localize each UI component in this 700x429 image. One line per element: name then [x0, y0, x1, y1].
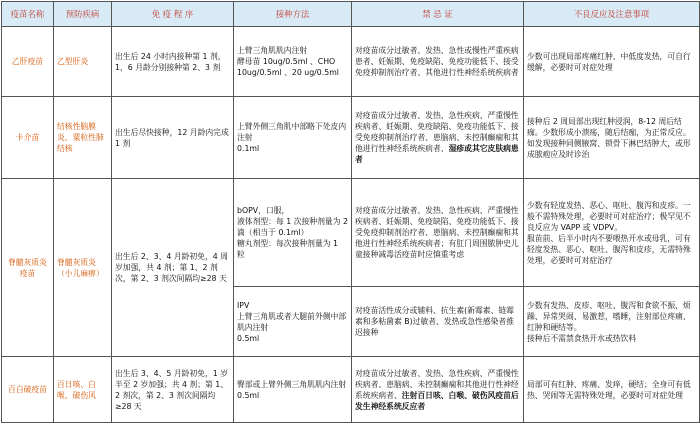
- table-row: [2, 27, 700, 97]
- reactions-cell: 少数有轻度发热、恶心、呕吐、腹泻和皮疹。一般不需特殊处理，必要时可对症治疗；极罕见不良反应为 VAPP 或 VDPV。 服苗前、后半小时内不要喂热开水或母乳，可有轻度发热、恶心、呕吐、腹泻和皮疹，无需特殊处理，必要时可对症治疗: [524, 179, 700, 287]
- schedule-cell: 出生后 2、3、4 月龄初免，4 周岁加强，共 4 剂；第 1、2 剂次，第 2、3 剂次间隔均≥28 天: [112, 179, 234, 357]
- disease-cell: 乙型肝炎: [54, 27, 112, 97]
- vaccine-table: [1, 1, 700, 423]
- contra-text: 对疫苗成分过敏者、发热、急性疾病、严重慢性疾病者、妊娠期、免疫缺陷、免疫功能低下、接受免疫抑制剂治疗者、患脑病、未控制癫痫和其他进行性神经系统疾病者、: [355, 111, 519, 153]
- header-row: [2, 2, 700, 27]
- contra-cell: [352, 179, 524, 287]
- method-cell: bOPV，口服， 液体剂型：每 1 次接种剂量为 2 滴（相当于 0.1ml） 糖丸剂型：每次接种剂量为 1 粒: [234, 179, 352, 287]
- reactions-cell: 接种后 2 周局部出现红肿浸润，8-12 周后结痂。少数形成小溃疡，随后结痂，为正常反应。如发现接种同侧腋窝、锁骨下淋巴结肿大，或形成脓疱应及时诊治: [524, 97, 700, 179]
- header-reactions: 不良反应及注意事项: [524, 2, 700, 27]
- method-cell-ipv: IPV 上臂三角肌或者大腿前外侧中部肌内注射 0.5ml: [234, 287, 352, 357]
- contra-cell: [352, 97, 524, 179]
- header-schedule: 免 疫 程 序: [112, 2, 234, 27]
- method-cell: 上臂外侧三角肌中部略下处皮内注射 0.1ml: [234, 97, 352, 179]
- schedule-cell: 出生后 24 小时内接种第 1 剂，1，6 月龄分别接种第 2、3 剂: [112, 27, 234, 97]
- contra-text: 对疫苗成分过敏者、发热、急性疾病、严重慢性疾病者、患脑病、未控制癫痫和其他进行性神经系统疾病者、: [355, 368, 519, 400]
- table-row: [2, 357, 700, 423]
- contra-text: 对疫苗成分过敏者、发热、急性疾病、严重慢性疾病者、妊娠期、免疫缺陷、免疫功能低下、接受免疫抑制剂治疗者、患脑病、未控制癫痫和其他进行性神经系统疾病者；有肛门周围脓肿史儿童接种减毒活疫苗时应慎重考虑: [355, 206, 519, 259]
- table-row: [2, 179, 700, 287]
- contra-cell: [352, 27, 524, 97]
- vaccine-name: 脊髓灰质炎疫苗: [2, 179, 54, 357]
- contra-cell-ipv: 对疫苗活性成分或辅料、抗生素(新霉素、链霉素和多粘菌素 B)过敏者、发热或急性感染者推迟接种: [352, 287, 524, 357]
- method-cell: 臀部或上臂外侧三角肌肌内注射 0.5ml: [234, 357, 352, 423]
- header-method: 接种方法: [234, 2, 352, 27]
- reactions-cell-ipv: 少数有发热、皮疹、呕吐、腹泻和食欲不振，烦躁、异常哭闹、易激惹，嗜睡，注射部位疼痛、红肿和硬结等。 接种后不需禁食热开水或热饮料: [524, 287, 700, 357]
- schedule-cell: 出生后 3、4、5 月龄初免，1 岁半至 2 岁加强；共 4 剂；第 1、2 剂次，第 2、3 剂次间隔均≥28 天: [112, 357, 234, 423]
- header-disease: 预防疾病: [54, 2, 112, 27]
- vaccine-name: 卡介苗: [2, 97, 54, 179]
- disease-cell: 百日咳、白喉、破伤风: [54, 357, 112, 423]
- contra-cell: [352, 357, 524, 423]
- schedule-cell: 出生后尽快接种，12 月龄内完成 1 剂: [112, 97, 234, 179]
- table-row: [2, 97, 700, 179]
- contra-bold-text: 注射百日咳、白喉、破伤风疫苗后发生神经系统反应者: [355, 390, 519, 411]
- contra-text: 对疫苗成分过敏者、发热、急性或慢性严重疾病患者、妊娠期、免疫缺陷、免疫功能低下、接受免疫抑制剂治疗者、其他进行性神经系统疾病者: [355, 46, 519, 77]
- disease-cell: 结核性脑膜炎、粟粒性肺结核: [54, 97, 112, 179]
- reactions-cell: 局部可有红肿、疼痛、发痒，硬结；全身可有低热、哭闹等无需特殊处理，必要时可对症处理: [524, 357, 700, 423]
- contra-bold-text: 湿疹或其它皮肤病患者: [355, 144, 519, 164]
- vaccine-name: 乙肝疫苗: [2, 27, 54, 97]
- header-contraindications: 禁 忌 证: [352, 2, 524, 27]
- reactions-cell: 少数可出现局部疼痛红肿、中低度发热，可自行缓解，必要时可对症处理: [524, 27, 700, 97]
- vaccine-name: 百白破疫苗: [2, 357, 54, 423]
- header-vaccine-name: 疫苗名称: [2, 2, 54, 27]
- disease-cell: 脊髓灰质炎（小儿麻痹）: [54, 179, 112, 357]
- method-cell: 上臂三角肌肌内注射 酵母苗 10ug/0.5ml 、CHO 10ug/0.5ml 、20 ug/0.5ml: [234, 27, 352, 97]
